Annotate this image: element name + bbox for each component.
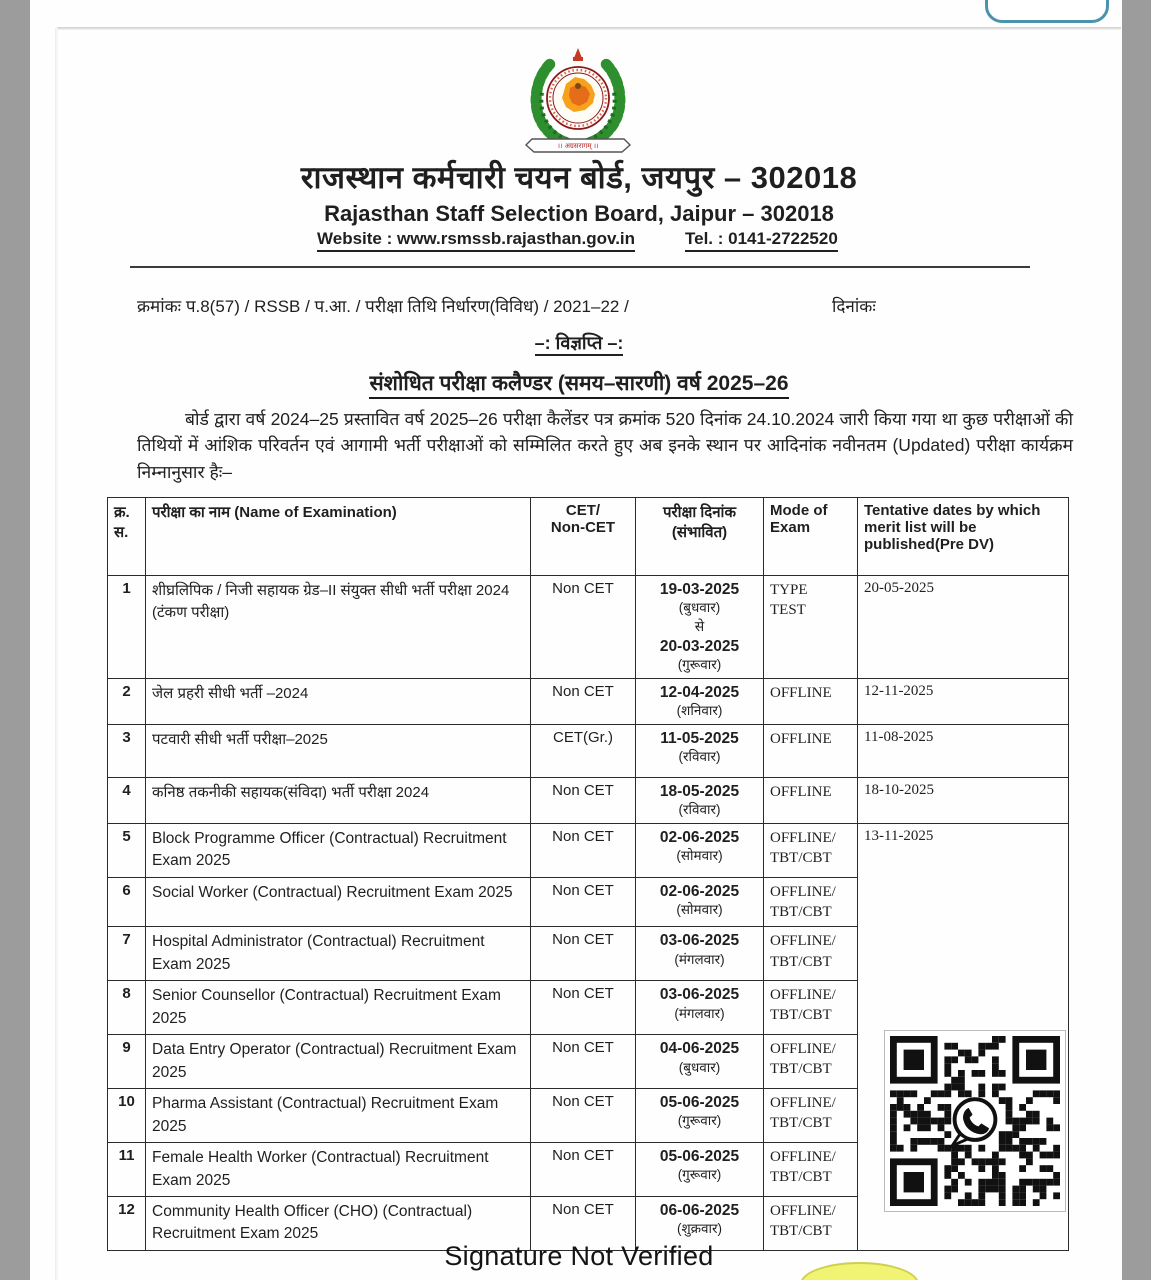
merit-date: 11-08-2025 <box>858 724 1069 777</box>
row-sn: 6 <box>108 877 146 927</box>
exam-mode: OFFLINE <box>764 777 858 823</box>
header-sn: क्र. स. <box>108 498 146 576</box>
viewer-toolbar-button[interactable] <box>985 0 1109 23</box>
header-exam-name: परीक्षा का नाम (Name of Examination) <box>146 498 531 576</box>
exam-mode: OFFLINE/ TBT/CBT <box>764 927 858 981</box>
exam-name: कनिष्ठ तकनीकी सहायक(संविदा) भर्ती परीक्षा 2024 <box>146 777 531 823</box>
exam-date: 19-03-2025 (बुधवार) से 20-03-2025 (गुरूवार) <box>636 576 764 679</box>
exam-mode: OFFLINE/ TBT/CBT <box>764 1035 858 1089</box>
table-row <box>108 777 1069 823</box>
merit-date: 18-10-2025 <box>858 777 1069 823</box>
header-exam-date: परीक्षा दिनांक (संभावित) <box>636 498 764 576</box>
ribbon-text: ।। अग्रसरागम् ।। <box>557 143 599 150</box>
table-row <box>108 679 1069 725</box>
exam-date: 03-06-2025 (मंगलवार) <box>636 927 764 981</box>
exam-date: 11-05-2025 (रविवार) <box>636 724 764 777</box>
exam-mode: OFFLINE/ TBT/CBT <box>764 877 858 927</box>
merit-date: 12-11-2025 <box>858 679 1069 725</box>
exam-mode: OFFLINE/ TBT/CBT <box>764 981 858 1035</box>
exam-name: पटवारी सीधी भर्ती परीक्षा–2025 <box>146 724 531 777</box>
exam-name: Community Health Officer (CHO) (Contractual) Recruitment Exam 2025 <box>146 1196 531 1250</box>
exam-mode: OFFLINE/ TBT/CBT <box>764 1196 858 1250</box>
row-sn: 9 <box>108 1035 146 1089</box>
cet-status: Non CET <box>531 576 636 679</box>
row-sn: 3 <box>108 724 146 777</box>
row-sn: 8 <box>108 981 146 1035</box>
date-label: दिनांकः <box>832 297 876 316</box>
merit-date-merged: 13-11-2025 <box>858 823 1069 1250</box>
org-name-english: Rajasthan Staff Selection Board, Jaipur – 302018 <box>324 201 834 226</box>
row-sn: 4 <box>108 777 146 823</box>
exam-date: 04-06-2025 (बुधवार) <box>636 1035 764 1089</box>
row-sn: 2 <box>108 679 146 725</box>
crown-icon <box>574 48 582 58</box>
exam-mode: OFFLINE <box>764 679 858 725</box>
exam-name: Senior Counsellor (Contractual) Recruitment Exam 2025 <box>146 981 531 1035</box>
row-sn: 5 <box>108 823 146 877</box>
cet-status: Non CET <box>531 927 636 981</box>
header-merit: Tentative dates by which merit list will be published(Pre DV) <box>858 498 1069 576</box>
exam-name: Block Programme Officer (Contractual) Recruitment Exam 2025 <box>146 823 531 877</box>
website-link[interactable]: Website : www.rsmssb.rajasthan.gov.in <box>317 229 635 252</box>
exam-date: 02-06-2025 (सोमवार) <box>636 877 764 927</box>
signature-status[interactable]: Signature Not Verified <box>444 1241 714 1271</box>
cet-status: Non CET <box>531 1089 636 1143</box>
phone-number: Tel. : 0141-2722520 <box>685 229 838 252</box>
left-gutter <box>0 0 30 1280</box>
exam-date: 18-05-2025 (रविवार) <box>636 777 764 823</box>
document-title: संशोधित परीक्षा कलैण्डर (समय–सारणी) वर्ष 2025–26 <box>57 369 1101 397</box>
exam-name: जेल प्रहरी सीधी भर्ती –2024 <box>146 679 531 725</box>
exam-name: शीघ्रलिपिक / निजी सहायक ग्रेड–II संयुक्त सीधी भर्ती परीक्षा 2024 (टंकण परीक्षा) <box>146 576 531 679</box>
scrollbar-track[interactable] <box>1122 0 1151 1280</box>
exam-mode: OFFLINE/ TBT/CBT <box>764 1089 858 1143</box>
exam-name: Data Entry Operator (Contractual) Recruitment Exam 2025 <box>146 1035 531 1089</box>
exam-date: 03-06-2025 (मंगलवार) <box>636 981 764 1035</box>
row-sn: 10 <box>108 1089 146 1143</box>
page-top-edge <box>57 27 1121 30</box>
exam-date: 06-06-2025 (शुक्रवार) <box>636 1196 764 1250</box>
row-sn: 11 <box>108 1143 146 1197</box>
row-sn: 1 <box>108 576 146 679</box>
table-row <box>108 576 1069 679</box>
cet-status: Non CET <box>531 777 636 823</box>
exam-mode: OFFLINE/ TBT/CBT <box>764 823 858 877</box>
exam-date: 05-06-2025 (गुरूवार) <box>636 1089 764 1143</box>
exam-mode: OFFLINE/ TBT/CBT <box>764 1143 858 1197</box>
exam-mode: OFFLINE <box>764 724 858 777</box>
cet-status: Non CET <box>531 1035 636 1089</box>
table-row <box>108 724 1069 777</box>
merit-date: 20-05-2025 <box>858 576 1069 679</box>
exam-mode: TYPE TEST <box>764 576 858 679</box>
exam-name: Female Health Worker (Contractual) Recruitment Exam 2025 <box>146 1143 531 1197</box>
exam-date: 02-06-2025 (सोमवार) <box>636 823 764 877</box>
exam-name: Social Worker (Contractual) Recruitment Exam 2025 <box>146 877 531 927</box>
notice-label: –: विज्ञप्ति –: <box>57 331 1101 355</box>
org-name-hindi: राजस्थान कर्मचारी चयन बोर्ड, जयपुर – 302018 <box>300 160 858 195</box>
header-mode: Mode of Exam <box>764 498 858 576</box>
row-sn: 7 <box>108 927 146 981</box>
cet-status: Non CET <box>531 679 636 725</box>
whatsapp-qr-code <box>884 1030 1066 1212</box>
cet-status: Non CET <box>531 823 636 877</box>
cet-status: Non CET <box>531 1143 636 1197</box>
board-logo <box>518 46 638 158</box>
intro-paragraph: बोर्ड द्वारा वर्ष 2024–25 प्रस्तावित वर्ष 2025–26 परीक्षा कैलेंडर पत्र क्रमांक 520 दिनांक 24.10.2024 जारी किया गया था कुछ परीक्षाओं की तिथियों में आंशिक परिवर्तन एवं आगामी भर्ती परीक्षाओं को सम्मिलित करते हुए अब इनके स्थान पर आदिनांक नवीनतम (Updated) परीक्षा कार्यक्रम निम्नानुसार हैः– <box>137 409 1073 482</box>
table-row <box>108 823 1069 877</box>
reference-number: क्रमांकः प.8(57) / RSSB / प.आ. / परीक्षा तिथि निर्धारण(विविध) / 2021–22 / <box>137 297 629 316</box>
cet-status: Non CET <box>531 981 636 1035</box>
row-sn: 12 <box>108 1196 146 1250</box>
header-divider <box>130 266 1030 268</box>
exam-date: 05-06-2025 (गुरूवार) <box>636 1143 764 1197</box>
exam-name: Hospital Administrator (Contractual) Recruitment Exam 2025 <box>146 927 531 981</box>
table-header-row <box>108 498 1069 576</box>
exam-date: 12-04-2025 (शनिवार) <box>636 679 764 725</box>
cet-status: CET(Gr.) <box>531 724 636 777</box>
cet-status: Non CET <box>531 1196 636 1250</box>
cet-status: Non CET <box>531 877 636 927</box>
header-cet: CET/ Non-CET <box>531 498 636 576</box>
exam-name: Pharma Assistant (Contractual) Recruitment Exam 2025 <box>146 1089 531 1143</box>
